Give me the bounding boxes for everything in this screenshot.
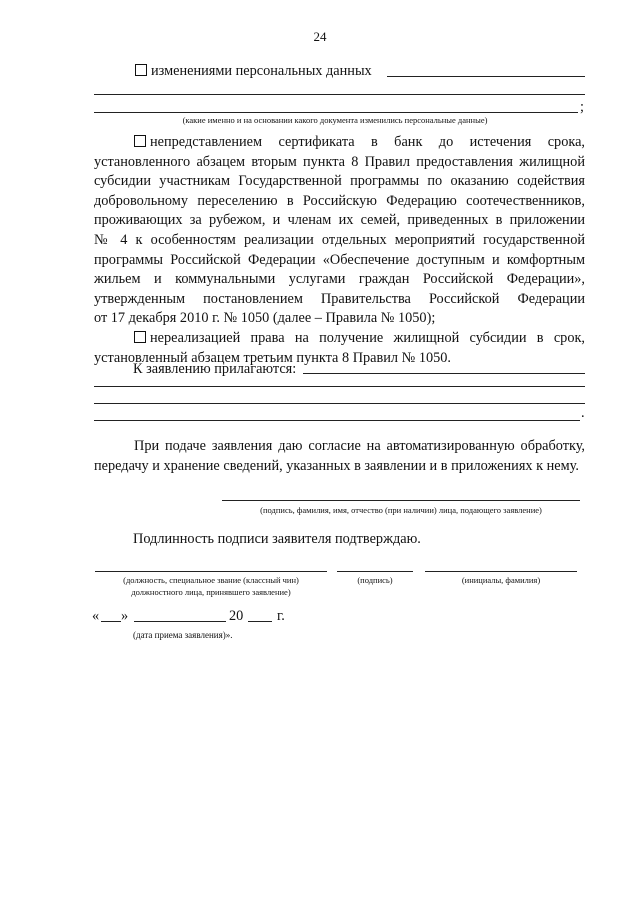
consent-line-0: При подаче заявления даю согласие на автоматизированную обработку, bbox=[134, 438, 585, 454]
right-clause-line-0: нереализацией права на получение жилищной субсидии в срок, bbox=[94, 329, 585, 349]
date-day-field[interactable] bbox=[101, 621, 121, 622]
date-hint: (дата приема заявления)». bbox=[133, 630, 233, 640]
attachments-field-line-3[interactable] bbox=[94, 403, 585, 404]
certificate-clause-line-9: от 17 декабря 2010 г. № 1050 (далее – Правила № 1050); bbox=[94, 310, 436, 327]
official-signature-line[interactable] bbox=[337, 571, 413, 572]
date-year-prefix: 20 bbox=[229, 608, 244, 624]
consent-line-1: передачу и хранение сведений, указанных в заявлении и в приложениях к нему. bbox=[94, 457, 579, 474]
attachments-field-line-2[interactable] bbox=[94, 386, 585, 387]
page-number: 24 bbox=[313, 29, 327, 44]
attachments-field-line-1[interactable] bbox=[303, 373, 585, 374]
certificate-clause-line-8: утвержденным постановлением Правительства Российской Федерации bbox=[94, 290, 585, 307]
personal-data-field-line-2[interactable] bbox=[94, 94, 585, 95]
date-close-quote: » bbox=[121, 608, 129, 624]
personal-data-hint: (какие именно и на основании какого документа изменились персональные данные) bbox=[182, 115, 488, 125]
certificate-clause-line-1: установленного абзацем вторым пункта 8 Правил предоставления жилищной bbox=[94, 153, 585, 170]
certificate-clause-line-2: субсидии участникам Государственной программы по оказанию содействия bbox=[94, 173, 585, 190]
personal-data-option bbox=[135, 62, 372, 82]
certificate-clause-line-0: непредставлением сертификата в банк до истечения срока, bbox=[94, 133, 585, 153]
official-initials-line[interactable] bbox=[425, 571, 577, 572]
checkbox-right-not-realized[interactable] bbox=[134, 331, 146, 343]
authenticity-statement: Подлинность подписи заявителя подтверждаю. bbox=[133, 531, 421, 547]
personal-data-label: изменениями персональных данных bbox=[151, 63, 372, 79]
applicant-signature-line[interactable] bbox=[222, 500, 580, 501]
right-clause-line-1: установленный абзацем третьим пункта 8 Правил № 1050. bbox=[94, 349, 452, 366]
date-year-field[interactable] bbox=[248, 621, 272, 622]
applicant-signature-hint: (подпись, фамилия, имя, отчество (при наличии) лица, подающего заявление) bbox=[260, 505, 542, 515]
attachments-field-line-4[interactable] bbox=[94, 420, 580, 421]
certificate-clause-line-5: № 4 к особенностям реализации отдельных мероприятий государственной bbox=[94, 231, 585, 248]
personal-data-field-line-3[interactable] bbox=[94, 112, 578, 113]
date-month-field[interactable] bbox=[134, 621, 226, 622]
certificate-clause-line-6: программы Российской Федерации «Обеспечение доступным и комфортным bbox=[94, 251, 585, 268]
attachments-period: . bbox=[581, 405, 585, 421]
official-signature-hint: (подпись) bbox=[357, 575, 393, 585]
date-year-suffix: г. bbox=[277, 608, 285, 624]
personal-data-semicolon: ; bbox=[580, 99, 584, 115]
consent-text bbox=[94, 437, 585, 476]
official-position-line[interactable] bbox=[95, 571, 327, 572]
certificate-clause-line-3: добровольному переселению в Российскую Федерацию соотечественников, bbox=[94, 192, 585, 209]
certificate-clause-line-4: проживающих за рубежом, и членам их семей, приведенных в приложении bbox=[94, 212, 585, 229]
official-position-hint-2: должностного лица, принявшего заявление) bbox=[131, 587, 291, 597]
date-open-quote: « bbox=[92, 608, 100, 624]
checkbox-personal-data[interactable] bbox=[135, 64, 147, 76]
official-initials-hint: (инициалы, фамилия) bbox=[461, 575, 541, 585]
personal-data-field-line-1[interactable] bbox=[387, 76, 585, 77]
checkbox-certificate[interactable] bbox=[134, 135, 146, 147]
attachments-label: К заявлению прилагаются: bbox=[133, 361, 297, 377]
certificate-clause-line-7: жильем и коммунальными услугами граждан Российской Федерации», bbox=[94, 271, 585, 288]
certificate-clause bbox=[94, 133, 585, 329]
official-position-hint-1: (должность, специальное звание (классный чин) bbox=[123, 575, 299, 585]
